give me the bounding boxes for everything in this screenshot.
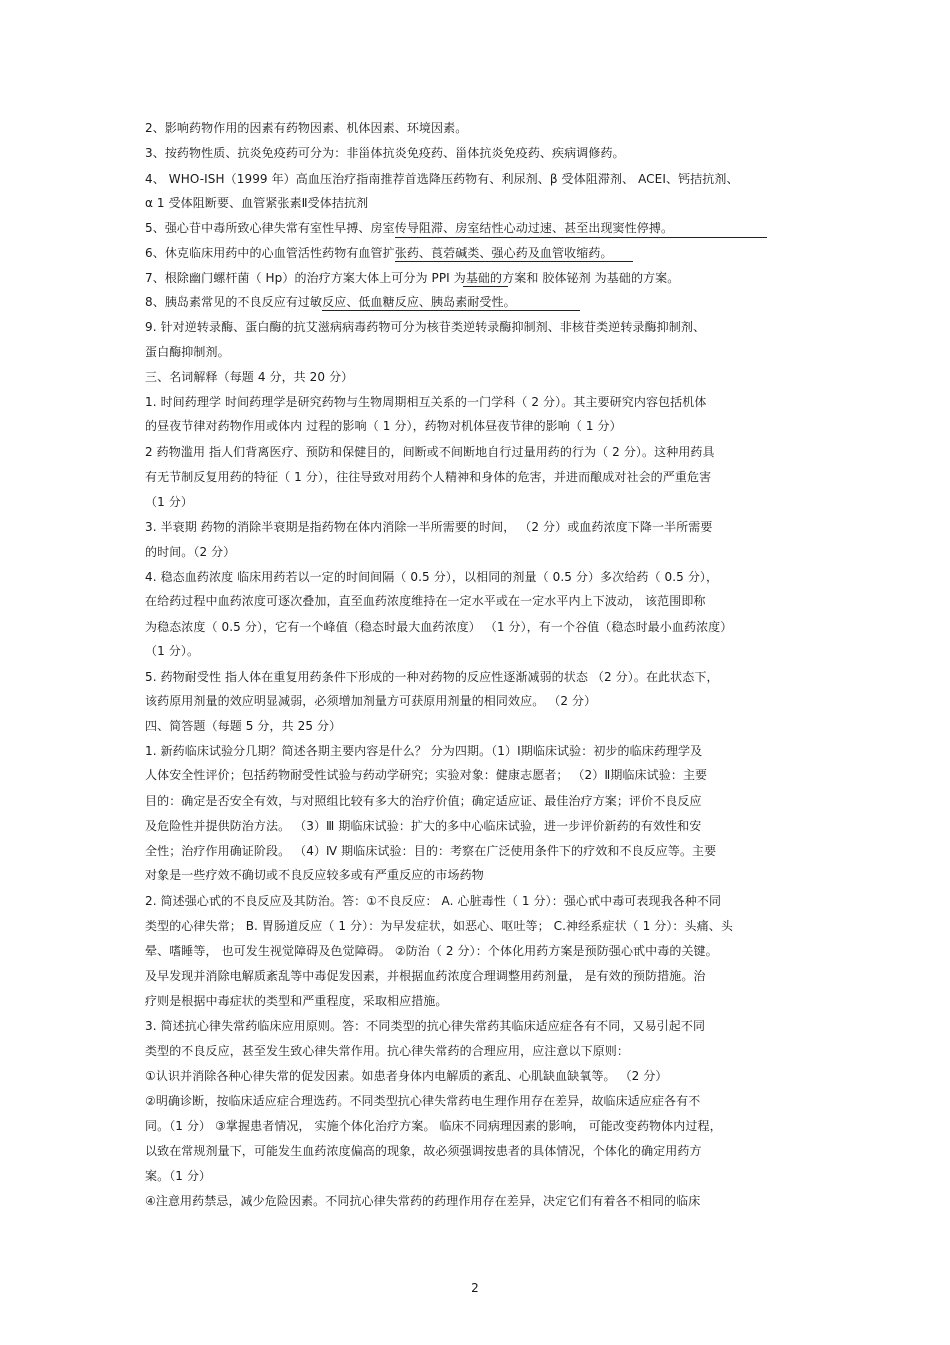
text-line: 6、休克临床用药中的心血管活性药物有血管扩张药、莨菪碱类、强心药及血管收缩药。 — [145, 246, 613, 260]
text-line: 该药原用剂量的效应明显减弱，必须增加剂量方可获原用剂量的相同效应。 （2 分） — [145, 694, 597, 708]
text-line: 四、简答题（每题 5 分，共 25 分） — [145, 719, 342, 733]
text-line: 蛋白酶抑制剂。 — [145, 345, 230, 359]
text-line: 5、强心苷中毒所致心律失常有室性早搏、房室传导阻滞、房室结性心动过速、甚至出现窦性停搏。 — [145, 221, 674, 235]
text-line: 人体安全性评价；包括药物耐受性试验与药动学研究；实验对象：健康志愿者； （2）Ⅱ期临床试验：主要 — [145, 768, 708, 782]
text-line: ④注意用药禁忌，减少危险因素。不同抗心律失常药的药理作用存在差异，决定它们有着各不相同的临床 — [145, 1194, 701, 1208]
text-line: 4. 稳态血药浓度 临床用药若以一定的时间间隔（ 0.5 分），以相同的剂量（ 0.5 分）多次给药（ 0.5 分）， — [145, 570, 719, 584]
underline-5 — [395, 237, 767, 238]
text-line: 以致在常规剂量下，可能发生血药浓度偏高的现象，故必须强调按患者的具体情况，个体化的确定用药方 — [145, 1144, 702, 1158]
text-line: 3、按药物性质、抗炎免疫药可分为：非甾体抗炎免疫药、甾体抗炎免疫药、疾病调修药。 — [145, 146, 625, 160]
text-line: 的时间。（2 分） — [145, 545, 236, 559]
text-line: 5. 药物耐受性 指人体在重复用药条件下形成的一种对药物的反应性逐渐减弱的状态 （2 分）。在此状态下， — [145, 670, 719, 684]
underline-8 — [322, 310, 580, 311]
text-line: 目的：确定是否安全有效，与对照组比较有多大的治疗价值；确定适应证、最佳治疗方案；评价不良反应 — [145, 794, 702, 808]
text-line: （1 分）。 — [145, 644, 200, 658]
text-line: 案。（1 分） — [145, 1169, 212, 1183]
text-line: α 1 受体阻断要、血管紧张素Ⅱ受体拮抗剂 — [145, 196, 369, 210]
text-line: 及早发现并消除电解质紊乱等中毒促发因素，并根据血药浓度合理调整用药剂量， 是有效的预防措施。治 — [145, 969, 706, 983]
text-line: 3. 简述抗心律失常药临床应用原则。答：不同类型的抗心律失常药其临床适应症各有不同，又易引起不同 — [145, 1019, 706, 1033]
text-line: 4、 WHO-ISH（1999 年）高血压治疗指南推荐首选降压药物有、利尿剂、β 受体阻滞剂、 ACEI、钙拮抗剂、 — [145, 172, 739, 186]
text-line: 晕、嗜睡等， 也可发生视觉障碍及色觉障碍。 ②防治（ 2 分）：个体化用药方案是预防强心甙中毒的关键。 — [145, 944, 718, 958]
text-line: 类型的不良反应，甚至发生致心律失常作用。抗心律失常药的合理应用，应注意以下原则： — [145, 1044, 630, 1058]
text-line: （1 分） — [145, 495, 193, 509]
text-line: 三、名词解释（每题 4 分，共 20 分） — [145, 370, 354, 384]
text-line: 同。（1 分） ③掌握患者情况， 实施个体化治疗方案。 临床不同病理因素的影响， 可能改变药物体内过程， — [145, 1119, 722, 1133]
text-line: 的昼夜节律对药物作用或体内 过程的影响（ 1 分），药物对机体昼夜节律的影响（ 1 分） — [145, 419, 622, 433]
text-line: 对象是一些疗效不确切或不良反应较多或有严重反应的市场药物 — [145, 868, 484, 882]
text-line: ②明确诊断，按临床适应症合理选药。不同类型抗心律失常药电生理作用存在差异，故临床适应症各有不 — [145, 1094, 701, 1108]
text-line: 7、根除幽门螺杆菌（ Hp）的治疗方案大体上可分为 PPI 为基础的方案和 胶体铋剂 为基础的方案。 — [145, 271, 680, 285]
text-line: 类型的心律失常； B. 胃肠道反应（ 1 分）：为早发症状，如恶心、呕吐等； C.神经系症状（ 1 分）：头痛、头 — [145, 919, 733, 933]
text-line: 疗则是根据中毒症状的类型和严重程度，采取相应措施。 — [145, 994, 448, 1008]
text-line: 全性；治疗作用确证阶段。 （4）Ⅳ 期临床试验：目的：考察在广泛使用条件下的疗效和不良反应等。主要 — [145, 844, 717, 858]
text-line: 1. 新药临床试验分几期？简述各期主要内容是什么？ 分为四期。（1）Ⅰ期临床试验：初步的临床药理学及 — [145, 744, 703, 758]
text-line: 2、影响药物作用的因素有药物因素、机体因素、环境因素。 — [145, 121, 468, 135]
text-line: 2 药物滥用 指人们背离医疗、预防和保健目的，间断或不间断地自行过量用药的行为（ 2 分）。这种用药具 — [145, 445, 715, 459]
underline-6 — [395, 261, 633, 262]
text-line: ①认识并消除各种心律失常的促发因素。如患者身体内电解质的紊乱、心肌缺血缺氧等。 （2 分） — [145, 1069, 668, 1083]
page-number: 2 — [471, 1281, 479, 1295]
text-line: 8、胰岛素常见的不良反应有过敏反应、低血糖反应、胰岛素耐受性。 — [145, 295, 516, 309]
text-line: 2. 简述强心甙的不良反应及其防治。答：①不良反应： A. 心脏毒性（ 1 分）：强心甙中毒可表现我各种不同 — [145, 894, 722, 908]
text-line: 及危险性并提供防治方法。 （3）Ⅲ 期临床试验：扩大的多中心临床试验，进一步评价新药的有效性和安 — [145, 819, 702, 833]
text-line: 为稳态浓度（ 0.5 分），它有一个峰值（稳态时最大血药浓度） （1 分），有一个谷值（稳态时最小血药浓度） — [145, 620, 733, 634]
text-line: 1. 时间药理学 时间药理学是研究药物与生物周期相互关系的一门学科（ 2 分）。其主要研究内容包括机体 — [145, 395, 707, 409]
text-line: 9. 针对逆转录酶、蛋白酶的抗艾滋病病毒药物可分为核苷类逆转录酶抑制剂、非核苷类逆转录酶抑制剂、 — [145, 320, 706, 334]
text-line: 3. 半衰期 药物的消除半衰期是指药物在体内消除一半所需要的时间， （2 分）或血药浓度下降一半所需要 — [145, 520, 713, 534]
text-line: 在给药过程中血药浓度可逐次叠加，直至血药浓度维持在一定水平或在一定水平内上下波动， 该范围即称 — [145, 594, 706, 608]
text-line: 有无节制反复用药的特征（ 1 分），往往导致对用药个人精神和身体的危害，并进而酿成对社会的严重危害 — [145, 470, 712, 484]
underline-7 — [463, 286, 508, 287]
